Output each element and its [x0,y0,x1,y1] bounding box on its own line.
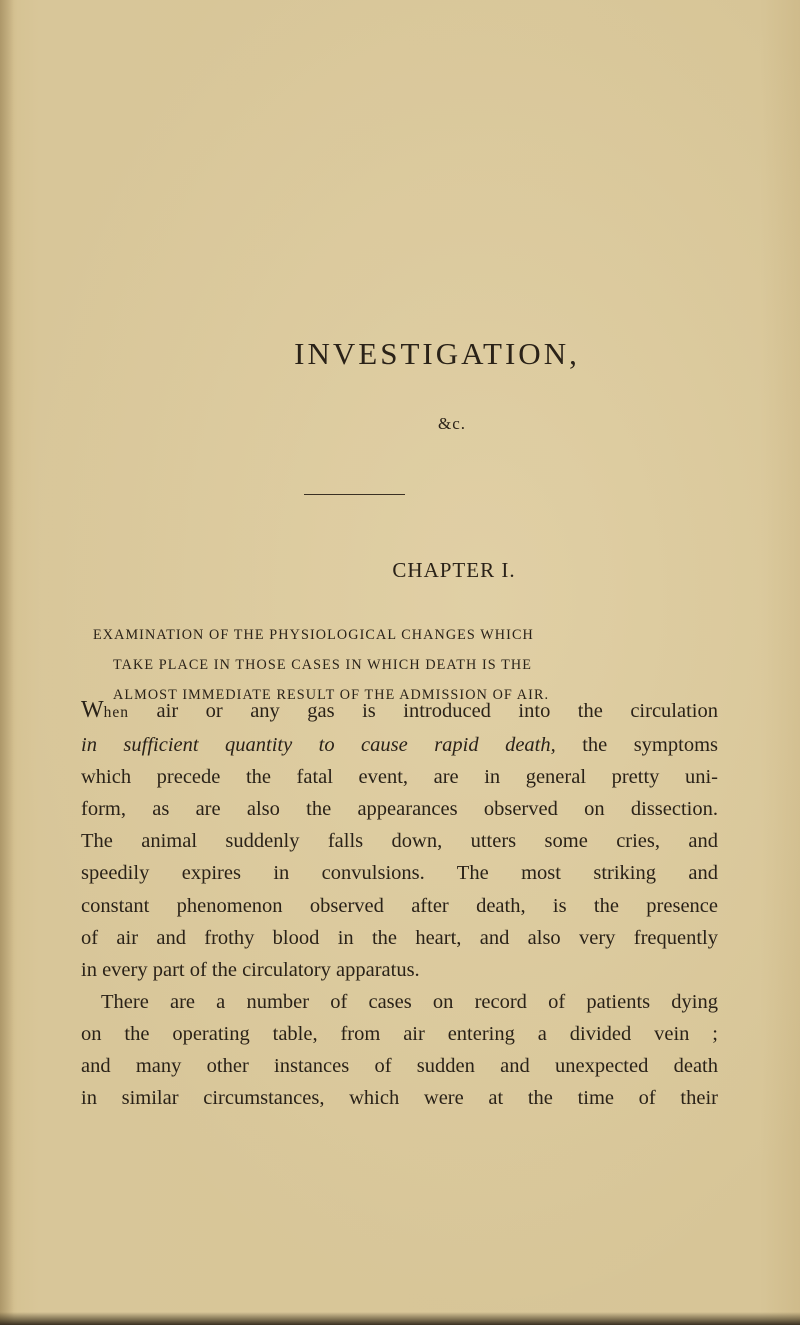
line-text: air or any gas is introduced into the circulation [129,700,718,722]
line-text: the symptoms [555,734,719,757]
summary-line: ALMOST IMMEDIATE RESULT OF THE ADMISSION OF AIR. [113,687,550,703]
paragraph-line: speedily expires in convulsions. The most striking and [81,862,718,885]
italic-phrase: in sufficient quantity to cause rapid death, [81,734,556,757]
book-title: INVESTIGATION, [294,336,580,371]
paragraph-line: on the operating table, from air entering a divided vein ; [81,1022,718,1045]
paragraph-line: form, as are also the appearances observed on dissection. [81,798,718,821]
chapter-heading: CHAPTER I. [392,558,516,582]
paragraph-line: and many other instances of sudden and unexpected death [81,1055,718,1078]
paragraph-line: of air and frothy blood in the heart, and also very frequently [81,926,718,949]
paragraph-line: The animal suddenly falls down, utters some cries, and [81,830,718,853]
small-caps-rest: hen [103,704,130,721]
paragraph-line [81,694,718,729]
small-caps-initial: W [81,697,104,723]
paragraph-line: constant phenomenon observed after death, is the presence [81,894,718,917]
summary-line: TAKE PLACE IN THOSE CASES IN WHICH DEATH IS THE [113,657,533,673]
summary-line: EXAMINATION OF THE PHYSIOLOGICAL CHANGES WHICH [93,627,534,643]
paragraph-line: in similar circumstances, which were at the time of their [81,1087,718,1110]
title-etc: &c. [437,414,467,433]
paragraph-line: There are a number of cases on record of patients dying [101,990,718,1013]
paragraph-line: in every part of the circulatory apparatus. [81,958,420,981]
page-bottom-edge [0,1312,800,1325]
paragraph-line [81,729,718,761]
body-text [81,694,718,1114]
page-gutter-shadow [0,0,14,1325]
paragraph-line: which precede the fatal event, are in general pretty uni- [81,766,718,789]
title-divider [304,494,405,495]
